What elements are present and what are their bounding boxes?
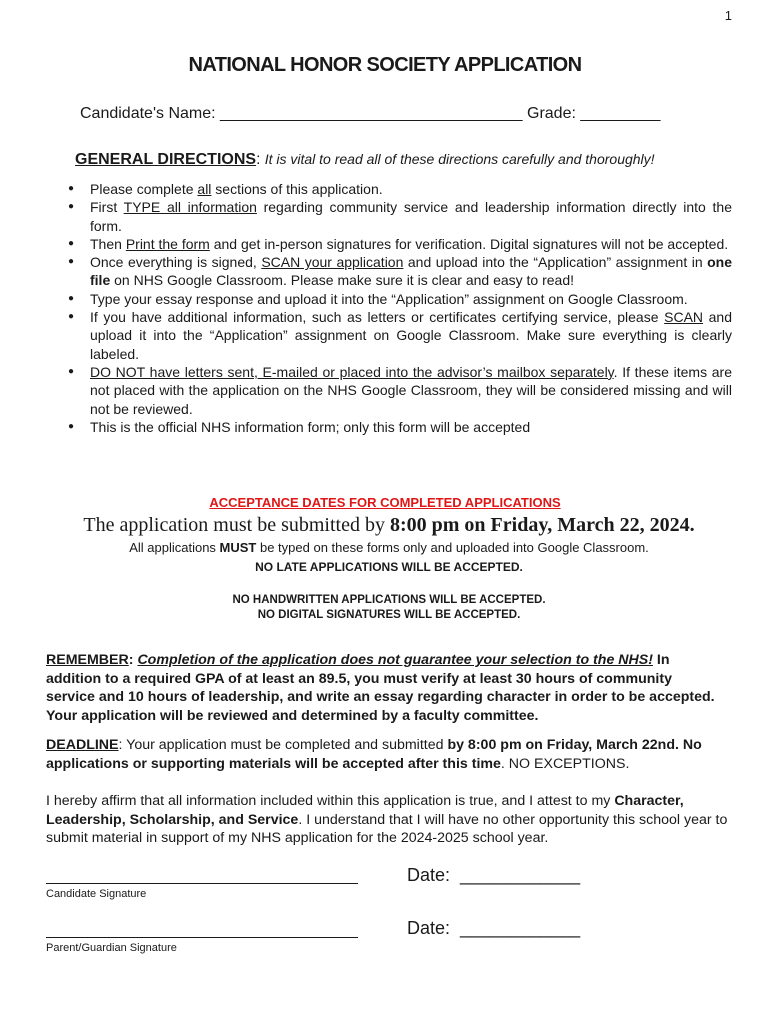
affirm-text: I hereby affirm that all information included within this application is true, and I attest to my bbox=[46, 793, 615, 809]
list-item bbox=[60, 290, 732, 308]
direction-text: . If these items are not placed with the application on the NHS Google Classroom, they will be considered missing and will not be reviewed. bbox=[90, 363, 732, 417]
deadline-text: Your application must be completed and submitted bbox=[126, 737, 448, 753]
list-item bbox=[60, 363, 732, 418]
direction-text: and upload into the “Application” assignment in bbox=[403, 254, 708, 271]
direction-underlined: TYPE all information bbox=[123, 199, 257, 216]
list-item bbox=[60, 180, 732, 198]
page-number: 1 bbox=[724, 8, 732, 23]
direction-text: If you have additional information, such as letters or certificates certifying service, please bbox=[90, 309, 665, 326]
direction-bold: one file bbox=[90, 254, 733, 289]
submission-deadline-line bbox=[0, 514, 770, 537]
parent-signature-label: Parent/Guardian Signature bbox=[46, 942, 177, 954]
directions-list bbox=[60, 180, 732, 436]
list-item bbox=[60, 418, 732, 436]
all-applications-note bbox=[0, 540, 770, 555]
deadline-label: DEADLINE bbox=[46, 737, 119, 753]
affirm-bold: Character, Leadership, Scholarship, and Service bbox=[46, 793, 684, 828]
remember-paragraph bbox=[46, 651, 718, 725]
deadline-paragraph bbox=[46, 736, 736, 774]
direction-text: and upload it into the “Application” assignment on Google Classroom. Make sure everything is clearly labeled. bbox=[90, 309, 733, 362]
deadline-text: . NO EXCEPTIONS. bbox=[500, 756, 630, 772]
remember-text: In addition to a required GPA of at least an 89.5, you must verify at least 30 hours of community service and 10 hours of leadership, and write an essay regarding character in order to be accepted. Your application will be reviewed and determined by a faculty committee. bbox=[46, 652, 715, 724]
candidate-signature-label: Candidate Signature bbox=[46, 888, 147, 900]
candidate-signature-line[interactable] bbox=[46, 883, 358, 884]
note-text: be typed on these forms only and uploaded into Google Classroom. bbox=[256, 540, 649, 555]
direction-text: Please complete bbox=[90, 181, 198, 197]
affirmation-paragraph bbox=[46, 792, 736, 848]
direction-text: First bbox=[90, 199, 124, 216]
page-title: NATIONAL HONOR SOCIETY APPLICATION bbox=[188, 54, 582, 76]
no-handwritten-notice bbox=[0, 593, 770, 623]
direction-underlined: SCAN bbox=[664, 309, 704, 326]
acceptance-dates-heading: ACCEPTANCE DATES FOR COMPLETED APPLICATIONS bbox=[209, 495, 561, 510]
direction-text: This is the official NHS information form; only this form will be accepted bbox=[90, 418, 531, 435]
parent-signature-line[interactable] bbox=[46, 937, 358, 938]
list-item bbox=[60, 253, 732, 290]
direction-text: Once everything is signed, bbox=[90, 254, 262, 271]
general-directions-colon: : bbox=[256, 151, 265, 168]
remember-label: REMEMBER bbox=[46, 652, 129, 668]
note-text: All applications bbox=[129, 540, 220, 555]
direction-text: Type your essay response and upload it into the “Application” assignment on Google Classroom. bbox=[90, 290, 688, 307]
direction-underlined: DO NOT have letters sent, E-mailed or placed into the advisor’s mailbox separately bbox=[90, 363, 614, 380]
remember-colon: : bbox=[128, 652, 138, 668]
no-late-notice: NO LATE APPLICATIONS WILL BE ACCEPTED. bbox=[255, 560, 523, 574]
direction-underlined: Print the form bbox=[125, 235, 210, 252]
submission-text: The application must be submitted by bbox=[83, 514, 390, 536]
direction-text: regarding community service and leadership information directly into the form. bbox=[90, 199, 732, 234]
direction-text: Then bbox=[90, 235, 126, 252]
general-directions-header bbox=[75, 151, 655, 169]
affirm-text: . I understand that I will have no other opportunity this school year to submit material in support of my NHS application for the 2024-2025 school year. bbox=[46, 811, 728, 846]
direction-text: sections of this application. bbox=[211, 181, 383, 197]
general-directions-heading: GENERAL DIRECTIONS bbox=[75, 151, 257, 168]
note-bold: MUST bbox=[219, 540, 257, 555]
list-item bbox=[60, 308, 732, 363]
list-item bbox=[60, 198, 732, 235]
candidate-name-grade-line[interactable]: Candidate's Name: __________________________________ Grade: _________ bbox=[80, 105, 661, 122]
submission-date: 8:00 pm on Friday, March 22, 2024. bbox=[389, 514, 695, 536]
deadline-bold: by 8:00 pm on Friday, March 22nd. No applications or supporting materials will be accepted after this time bbox=[46, 737, 702, 772]
candidate-date-field[interactable]: Date: ____________ bbox=[407, 865, 581, 885]
direction-underlined: all bbox=[197, 181, 212, 197]
no-digital-text: NO DIGITAL SIGNATURES WILL BE ACCEPTED. bbox=[257, 609, 521, 621]
general-directions-intro: It is vital to read all of these directions carefully and thoroughly! bbox=[264, 151, 655, 167]
parent-date-field[interactable]: Date: ____________ bbox=[407, 918, 581, 938]
no-handwritten-text: NO HANDWRITTEN APPLICATIONS WILL BE ACCEPTED. bbox=[232, 594, 546, 606]
remember-italic: Completion of the application does not guarantee your selection to the NHS! bbox=[137, 652, 653, 668]
direction-text: and get in-person signatures for verification. Digital signatures will not be accepted. bbox=[209, 235, 729, 252]
list-item bbox=[60, 235, 732, 253]
deadline-colon: : bbox=[118, 737, 127, 753]
direction-text: on NHS Google Classroom. Please make sure it is clear and easy to read! bbox=[110, 272, 575, 289]
direction-underlined: SCAN your application bbox=[261, 254, 404, 271]
